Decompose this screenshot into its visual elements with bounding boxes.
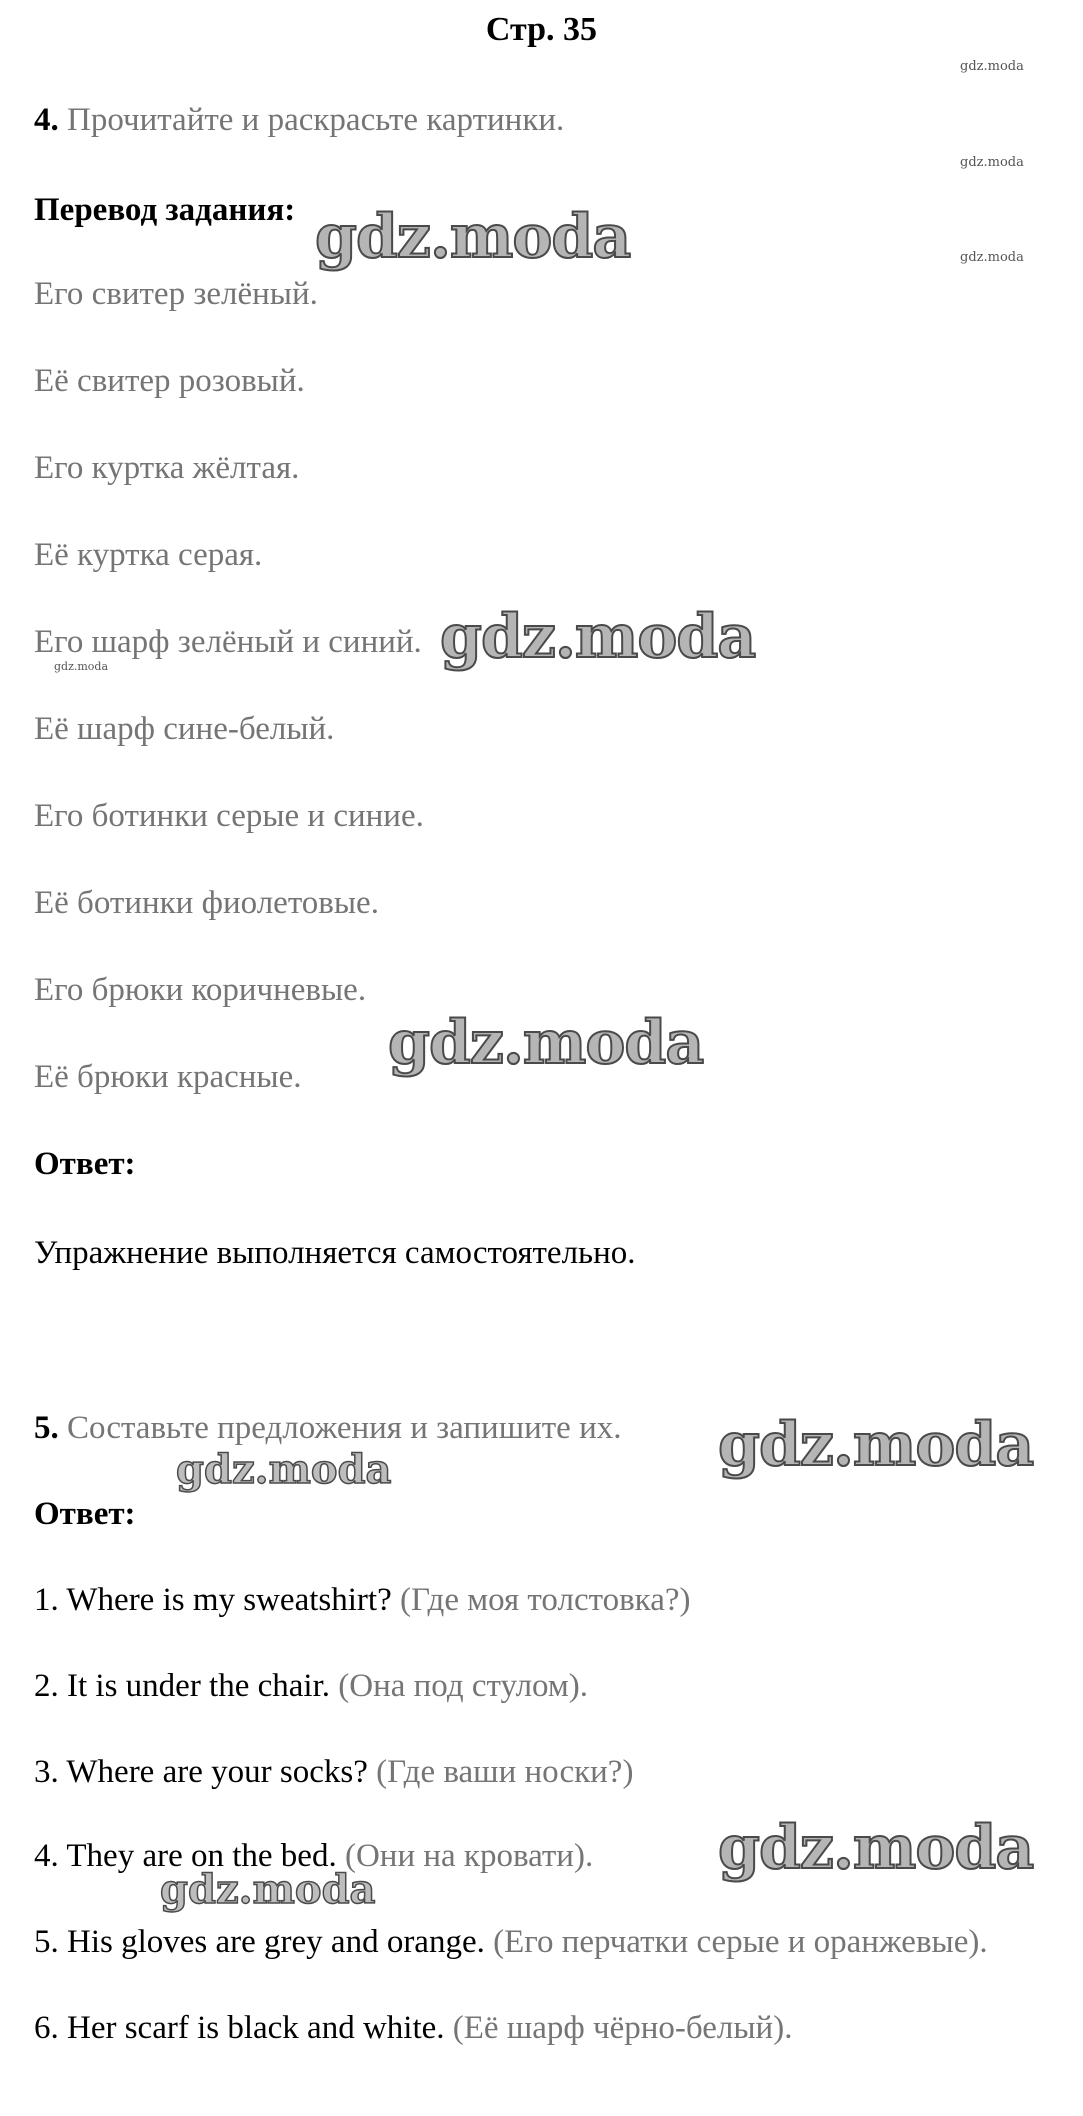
translation-line: Его куртка жёлтая. (34, 450, 300, 486)
answer-russian: (Его перчатки серые и оранжевые). (493, 1924, 988, 1960)
translation-line: Его брюки коричневые. (34, 972, 367, 1008)
watermark-small: gdz.moda (960, 250, 1024, 265)
task5-answer-heading: Ответ: (34, 1496, 136, 1532)
translation-line: Её куртка серая. (34, 537, 263, 573)
task5-instruction: Составьте предложения и запишите их. (67, 1410, 622, 1446)
watermark: gdz.moda (718, 1813, 1034, 1883)
answer-item (34, 2008, 792, 2048)
answer-russian: (Её шарф чёрно-белый). (452, 2010, 793, 2046)
answer-russian: (Они на кровати). (344, 1838, 594, 1874)
answer-english: 5. His gloves are grey and orange. (34, 1924, 485, 1960)
translation-line: Его ботинки серые и синие. (34, 798, 424, 834)
answer-item (34, 1666, 588, 1706)
answer-item (34, 1752, 633, 1792)
answer-english: 3. Where are your socks? (34, 1754, 368, 1790)
task4-header (34, 100, 564, 140)
answer-russian: (Где ваши носки?) (376, 1754, 634, 1790)
watermark: gdz.moda (718, 1410, 1034, 1480)
translation-line: Её шарф сине-белый. (34, 711, 335, 747)
answer-russian: (Она под стулом). (338, 1668, 589, 1704)
watermark: gdz.moda (388, 1008, 704, 1078)
watermark: gdz.moda (315, 202, 631, 272)
translation-line: Её свитер розовый. (34, 363, 305, 399)
task5-header (34, 1408, 622, 1448)
answer-russian: (Где моя толстовка?) (399, 1582, 691, 1618)
watermark-small: gdz.moda (54, 660, 109, 673)
watermark: gdz.moda (160, 1866, 376, 1913)
answer-english: 6. Her scarf is black and white. (34, 2010, 445, 2046)
task4-answer-text: Упражнение выполняется самостоятельно. (34, 1235, 636, 1271)
translation-line: Его свитер зелёный. (34, 276, 318, 312)
translation-line: Её ботинки фиолетовые. (34, 885, 379, 921)
watermark-small: gdz.moda (960, 155, 1024, 170)
watermark-small: gdz.moda (960, 59, 1024, 74)
answer-english: 1. Where is my sweatshirt? (34, 1582, 392, 1618)
answer-item (34, 1580, 690, 1620)
translation-line: Её брюки красные. (34, 1059, 302, 1095)
answer-item (34, 1922, 988, 1962)
task4-translation-heading: Перевод задания: (34, 192, 296, 228)
page-title: Стр. 35 (485, 11, 598, 48)
translation-line: Его шарф зелёный и синий. (34, 624, 422, 660)
task4-answer-heading: Ответ: (34, 1146, 136, 1182)
answer-english: 4. They are on the bed. (34, 1838, 337, 1874)
task4-number: 4. (34, 102, 59, 138)
watermark: gdz.moda (440, 602, 756, 672)
task5-number: 5. (34, 1410, 59, 1446)
answer-english: 2. It is under the chair. (34, 1668, 331, 1704)
watermark: gdz.moda (176, 1446, 392, 1493)
task4-instruction: Прочитайте и раскрасьте картинки. (67, 102, 565, 138)
